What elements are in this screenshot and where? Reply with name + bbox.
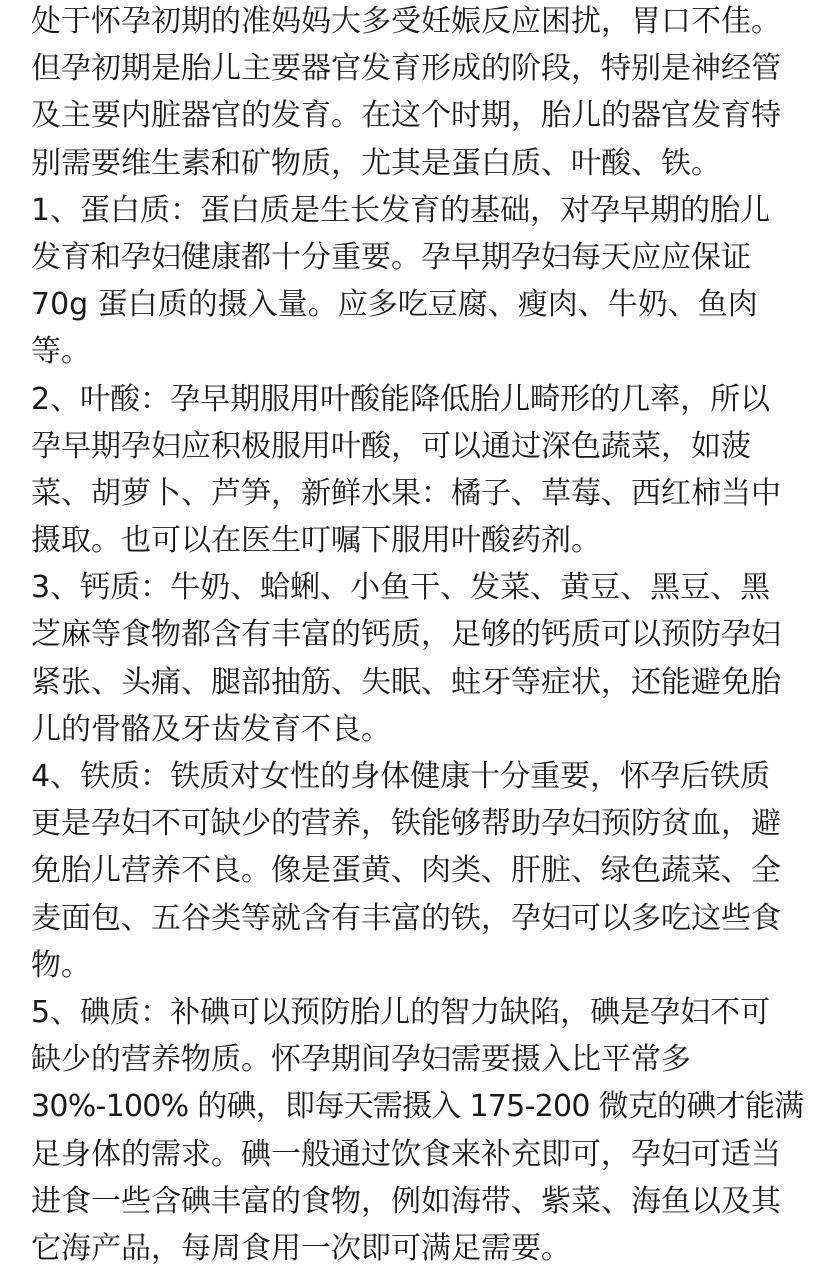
text-line: 别需要维生素和矿物质，尤其是蛋白质、叶酸、铁。 [31,145,721,181]
text-line: 1、蛋白质：蛋白质是生长发育的基础，对孕早期的胎儿 [31,192,771,228]
text-line: 儿的骨骼及牙齿发育不良。 [31,711,391,747]
text-line: 5、碘质：补碘可以预防胎儿的智力缺陷，碘是孕妇不可 [31,994,771,1030]
iron-paragraph [31,753,804,989]
text-line: 等。 [31,334,91,370]
text-line: 足身体的需求。碘一般通过饮食来补充即可，孕妇可适当 [31,1136,781,1172]
text-line: 物。 [31,947,91,983]
iodine-paragraph [31,989,804,1272]
text-line: 70g 蛋白质的摄入量。应多吃豆腐、瘦肉、牛奶、鱼肉 [31,287,758,323]
text-line: 菜、胡萝卜、芦笋，新鲜水果：橘子、草莓、西红柿当中 [31,475,781,511]
text-line: 更是孕妇不可缺少的营养，铁能够帮助孕妇预防贫血，避 [31,806,781,842]
text-line: 但孕初期是胎儿主要器官发育形成的阶段，特别是神经管 [31,51,781,87]
text-line: 处于怀孕初期的准妈妈大多受妊娠反应困扰，胃口不佳。 [31,4,781,39]
text-line: 摄取。也可以在医生叮嘱下服用叶酸药剂。 [31,523,601,559]
text-line: 及主要内脏器官的发育。在这个时期，胎儿的器官发育特 [31,98,781,134]
text-line: 30%-100% 的碘，即每天需摄入 175-200 微克的碘才能满 [31,1089,804,1125]
text-line: 4、铁质：铁质对女性的身体健康十分重要，怀孕后铁质 [31,759,771,794]
text-line: 麦面包、五谷类等就含有丰富的铁，孕妇可以多吃这些食 [31,900,781,936]
folic-acid-paragraph [31,376,804,565]
text-line: 紧张、头痛、腿部抽筋、失眠、蛀牙等症状，还能避免胎 [31,664,781,700]
text-line: 免胎儿营养不良。像是蛋黄、肉类、肝脏、绿色蔬菜、全 [31,853,781,889]
text-line: 它海产品，每周食用一次即可满足需要。 [31,1230,571,1266]
intro-paragraph [31,0,804,187]
text-line: 进食一些含碘丰富的食物，例如海带、紫菜、海鱼以及其 [31,1183,781,1219]
text-line: 缺少的营养物质。怀孕期间孕妇需要摄入比平常多 [31,1042,691,1078]
calcium-paragraph [31,564,804,753]
protein-paragraph [31,187,804,376]
text-line: 3、钙质：牛奶、蛤蜊、小鱼干、发菜、黄豆、黑豆、黑 [31,570,771,606]
text-line: 芝麻等食物都含有丰富的钙质，足够的钙质可以预防孕妇 [31,617,781,653]
text-line: 2、叶酸：孕早期服用叶酸能降低胎儿畸形的几率，所以 [31,381,771,417]
text-line: 发育和孕妇健康都十分重要。孕早期孕妇每天应应保证 [31,239,751,275]
text-line: 孕早期孕妇应积极服用叶酸，可以通过深色蔬菜，如菠 [31,428,751,464]
